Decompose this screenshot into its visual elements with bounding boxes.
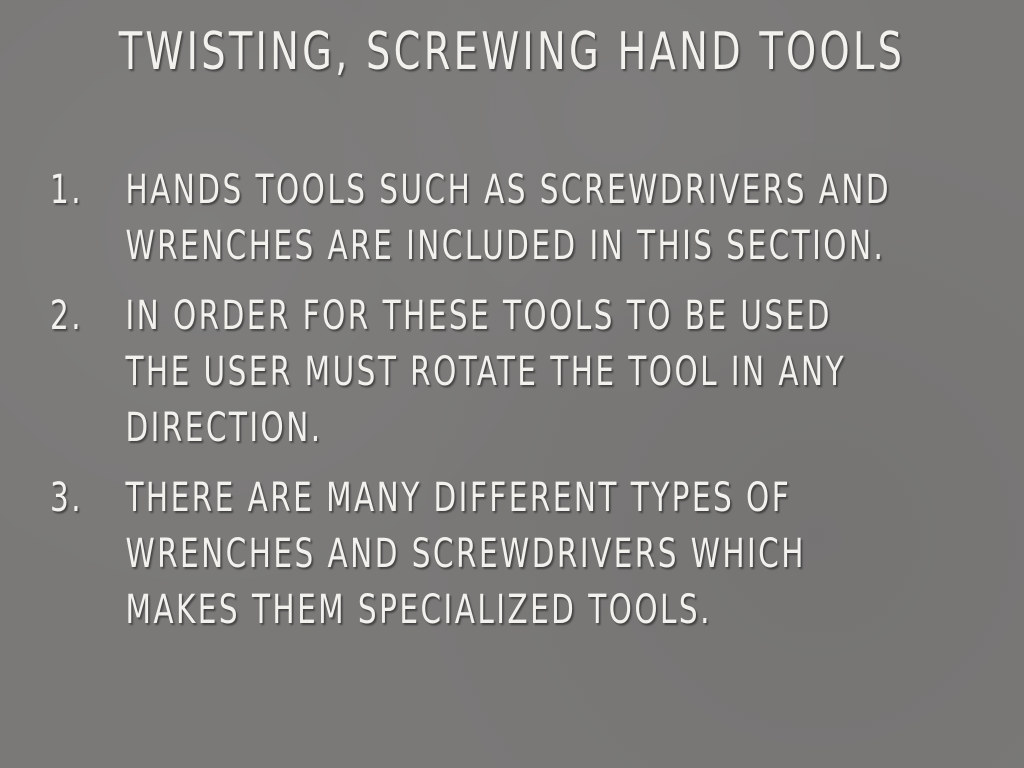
item-line: THERE ARE MANY DIFFERENT TYPES OF: [125, 475, 792, 521]
bullet-list: [50, 162, 903, 652]
item-line: IN ORDER FOR THESE TOOLS TO BE USED: [125, 293, 832, 339]
slide-title: TWISTING, SCREWING HAND TOOLS: [118, 22, 906, 82]
list-item: [50, 288, 903, 456]
item-line: DIRECTION.: [125, 405, 323, 451]
list-item: [50, 162, 903, 274]
item-line: HANDS TOOLS SUCH AS SCREWDRIVERS AND: [125, 167, 892, 213]
item-number: 1.: [50, 167, 84, 213]
item-number: 3.: [50, 475, 84, 521]
item-line: THE USER MUST ROTATE THE TOOL IN ANY: [125, 349, 847, 395]
item-line: MAKES THEM SPECIALIZED TOOLS.: [125, 587, 712, 633]
item-line: WRENCHES AND SCREWDRIVERS WHICH: [125, 531, 806, 577]
item-line: WRENCHES ARE INCLUDED IN THIS SECTION.: [125, 223, 886, 269]
list-item: [50, 470, 903, 638]
item-number: 2.: [50, 293, 84, 339]
